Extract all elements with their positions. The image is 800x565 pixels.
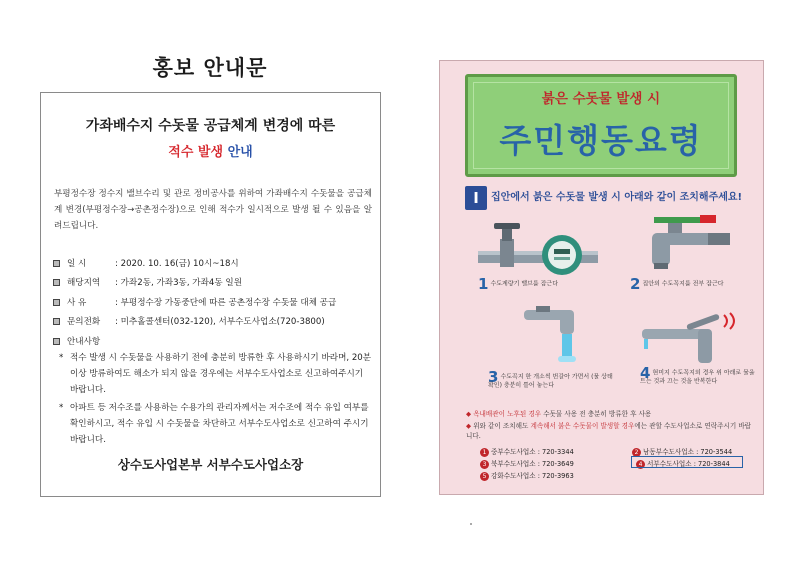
step-3: 3 수도꼭지 한 개소씩 번갈아 가면서 (물 상태 확인) 충분히 틀어 놓는다 — [488, 368, 613, 389]
asterisk-icon: * — [59, 353, 64, 363]
section-label: 집안에서 붉은 수돗물 발생 시 아래와 같이 조치해주세요! — [491, 192, 743, 203]
info-row-contact: 문의전화 : 미추홀콜센터(032-120), 서부수도사업소(720-3800) — [53, 315, 325, 327]
section-header — [465, 186, 747, 210]
tip-2: ◆ 위와 같이 조치해도 계속해서 붉은 수돗물이 발생할 경우에는 관할 수도사업소로 연락주시기 바랍니다. — [466, 422, 752, 440]
info-row-reason: 사 유 : 부평정수장 가동중단에 따른 공촌정수장 수돗물 대체 공급 — [53, 296, 336, 308]
poster-tips — [466, 409, 756, 441]
step-2: 2 집안의 수도꼭지를 전부 잠근다 — [630, 275, 724, 293]
office-item: 5 강화수도사업소 : 720-3963 — [480, 470, 574, 481]
tip-1: ◆ 옥내배관이 노후된 경우 수돗물 사용 전 충분히 방류한 후 사용 — [466, 410, 652, 418]
notice-box — [40, 92, 381, 497]
notice-heading-line2 — [41, 141, 380, 160]
section-number-badge: I — [465, 186, 487, 210]
office-item: 1 중부수도사업소 : 720-3344 — [480, 446, 574, 457]
faucet-running-icon — [516, 306, 586, 366]
water-meter-valve-icon — [478, 221, 598, 279]
faucet-closed-icon — [638, 213, 738, 279]
notice-heading-blue: 안내 — [227, 145, 253, 160]
office-highlight-box — [631, 456, 743, 468]
info-row-guide: 안내사항 — [53, 335, 115, 347]
info-row-date: 일 시 : 2020. 10. 16(금) 10시~18시 — [53, 257, 239, 269]
lever-faucet-icon — [636, 311, 746, 367]
asterisk-icon: * — [59, 403, 64, 413]
office-item: 3 북부수도사업소 : 720-3649 — [480, 458, 574, 469]
step-4: 4 현미지 수도꼭지의 경우 위 아래로 물을 트는 것과 끄는 것을 반복한다 — [640, 364, 755, 385]
notice-heading-red: 적수 발생 — [168, 145, 224, 160]
office-item-highlighted: 4 서부수도사업소 : 720-3844 — [636, 458, 730, 469]
scan-dot — [470, 523, 472, 525]
step-1: 1 수도계량기 밸브를 잠근다 — [478, 275, 559, 293]
bullet-square-icon — [53, 279, 60, 286]
bullet-square-icon — [53, 260, 60, 267]
notice-footer-signature: 상수도사업본부 서부수도사업소장 — [117, 457, 304, 472]
bullet-square-icon — [53, 338, 60, 345]
notice-title: 홍보 안내문 — [152, 56, 268, 80]
office-item: 2 남동부수도사업소 : 720-3544 — [632, 446, 732, 457]
notice-intro: 부평정수장 정수지 밸브수리 및 관로 정비공사를 위하여 가좌배수지 수돗물을 공급체계 변경(부평정수장→공촌정수장)으로 인해 적수가 일시적으로 발생 될 수 있음을 알려드립니다. — [54, 189, 372, 231]
poster — [439, 60, 764, 495]
guide-note-2: * 아파트 등 저수조를 사용하는 수용가의 관리자께서는 저수조에 적수 유입 여부를 확인하시고, 적수 유입 시 수돗물을 차단하고 서부수도사업소로 신고하여 주시기 바랍니다. — [59, 400, 374, 448]
diamond-bullet-icon: ◆ — [466, 410, 472, 418]
poster-sign-title: 주민행동요령 — [499, 121, 703, 160]
diamond-bullet-icon: ◆ — [466, 422, 472, 430]
info-row-area: 해당지역 : 가좌2동, 가좌3동, 가좌4동 일원 — [53, 276, 242, 288]
poster-sign — [465, 74, 737, 177]
poster-sign-subtitle: 붉은 수돗물 발생 시 — [541, 91, 661, 107]
bullet-square-icon — [53, 299, 60, 306]
notice-heading-line1: 가좌배수지 수돗물 공급체계 변경에 따른 — [85, 118, 336, 134]
guide-note-1: * 적수 발생 시 수돗물을 사용하기 전에 충분히 방류한 후 사용하시기 바라며, 20분 이상 방류하여도 해소가 되지 않을 경우에는 서부수도사업소로 신고하여주시기 바랍니다. — [59, 350, 374, 398]
bullet-square-icon — [53, 318, 60, 325]
